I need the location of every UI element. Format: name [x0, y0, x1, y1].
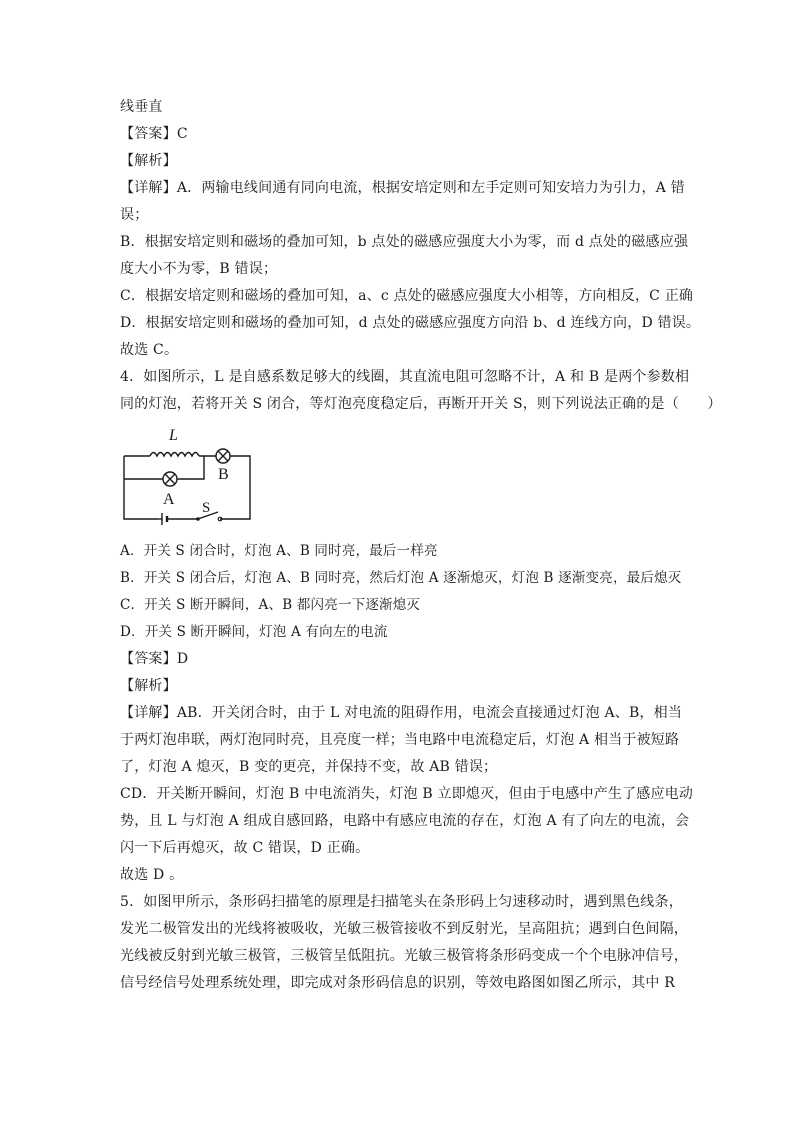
inductor-coil	[150, 453, 199, 457]
prev-detail-line-4: 度大小不为零，B 错误；	[120, 261, 278, 277]
q4-analysis-label: 【解析】	[120, 678, 177, 694]
q4-detail-line-2: 于两灯泡串联，两灯泡同时亮，且亮度一样；当电路中电流稳定后，灯泡 A 相当于被短路	[120, 732, 680, 748]
q4-stem-line-2: 同的灯泡，若将开关 S 闭合，等灯泡亮度稳定后，再断开开关 S，则下列说法正确的是（ ）	[120, 396, 722, 412]
prev-detail-line-3: B．根据安培定则和磁场的叠加可知，b 点处的磁感应强度大小为零，而 d 点处的磁感应强	[120, 234, 689, 250]
prev-detail-line-1	[120, 175, 685, 202]
q4-detail-line-3: 了，灯泡 A 熄灭，B 变的更亮，并保持不变，故 AB 错误；	[120, 759, 498, 775]
q4-option-d: D．开关 S 断开瞬间，灯泡 A 有向左的电流	[120, 624, 388, 640]
answer-label: 【答案】	[120, 126, 177, 142]
q4-detail-line-5: 势，且 L 与灯泡 A 组成自感回路，电路中有感应电流的存在，灯泡 A 有了向左的电流，会	[120, 813, 690, 829]
q5-stem-line-2: 发光二极管发出的光线将被吸收，光敏三极管接收不到反射光，呈高阻抗；遇到白色间隔，	[120, 921, 688, 937]
prev-detail-line-6: D．根据安培定则和磁场的叠加可知，d 点处的磁感应强度方向沿 b、d 连线方向，D 错误。	[120, 315, 701, 331]
q4-stem-line-1: 4．如图所示，L 是自感系数足够大的线圈，其直流电阻可忽略不计，A 和 B 是两个参数相	[120, 369, 690, 385]
detail-label: 【详解】	[120, 180, 177, 196]
label-s: S	[202, 500, 211, 516]
prev-question-tail: 线垂直	[120, 99, 163, 115]
q4-option-b: B．开关 S 闭合后，灯泡 A、B 同时亮，然后灯泡 A 逐渐熄灭，灯泡 B 逐渐变亮，最后熄灭	[120, 570, 682, 586]
prev-detail-line-2: 误；	[120, 207, 149, 223]
prev-analysis-label: 【解析】	[120, 153, 177, 169]
switch-pivot	[196, 517, 200, 521]
q5-stem-line-4: 信号经信号处理系统处理，即完成对条形码信息的识别，等效电路图如图乙所示，其中 R	[120, 975, 675, 991]
q4-detail-line-6: 闪一下后再熄灭，故 C 错误，D 正确。	[120, 840, 370, 856]
q4-conclusion: 故选 D 。	[120, 867, 184, 883]
bulb-b-cross	[218, 451, 228, 461]
answer-value: D	[176, 651, 189, 667]
document-page	[120, 94, 722, 997]
q4-option-a: A．开关 S 闭合时，灯泡 A、B 同时亮，最后一样亮	[120, 543, 438, 559]
prev-answer-line	[120, 121, 680, 148]
prev-detail-line-5: C．根据安培定则和磁场的叠加可知，a、c 点处的磁感应强度大小相等，方向相反，C 正确	[120, 288, 694, 304]
answer-label: 【答案】	[120, 651, 177, 667]
q5-stem-line-3: 光线被反射到光敏三极管，三极管呈低阻抗。光敏三极管将条形码变成一个个电脉冲信号，	[120, 948, 688, 964]
prev-conclusion: 故选 C。	[120, 342, 179, 358]
circuit-svg	[120, 420, 280, 530]
detail-label: 【详解】	[120, 705, 177, 721]
wire-bulb-a-right	[177, 456, 204, 479]
wire-left-bottom	[124, 456, 158, 519]
label-b: B	[218, 466, 229, 483]
label-a: A	[163, 491, 175, 508]
q4-answer-line	[120, 646, 680, 673]
bulb-a-cross	[165, 474, 175, 484]
q4-circuit-diagram	[120, 420, 280, 530]
q5-stem-line-1: 5．如图甲所示，条形码扫描笔的原理是扫描笔头在条形码上匀速移动时，遇到黑色线条，	[120, 894, 683, 910]
detail-text: A．两输电线间通有同向电流，根据安培定则和左手定则可知安培力为引力，A 错	[176, 180, 685, 196]
detail-text: AB．开关闭合时，由于 L 对电流的阻碍作用，电流会直接通过灯泡 A、B，相当	[176, 705, 683, 721]
label-l: L	[169, 427, 178, 444]
q4-option-c: C．开关 S 断开瞬间，A、B 都闪亮一下逐渐熄灭	[120, 597, 421, 613]
answer-value: C	[176, 126, 188, 142]
q4-detail-line-1	[120, 700, 683, 727]
q4-detail-line-4: CD．开关断开瞬间，灯泡 B 中电流消失，灯泡 B 立即熄灭，但由于电感中产生了感应电动	[120, 786, 694, 802]
